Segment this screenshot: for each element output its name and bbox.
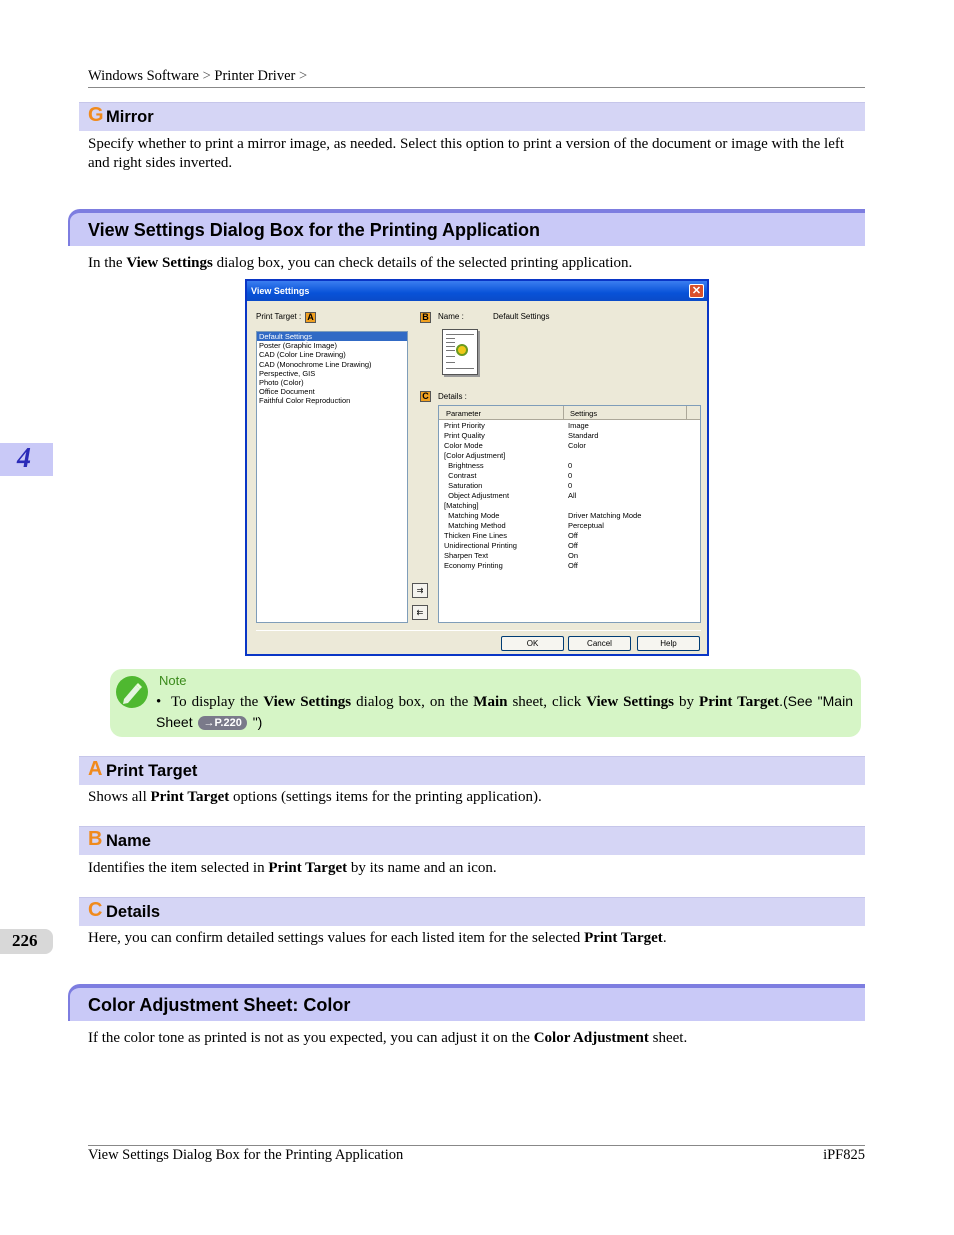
dialog-title-bar (247, 281, 707, 301)
text: dialog box, on the (351, 694, 474, 710)
bold-text: Color Adjustment (533, 1030, 649, 1046)
print-target-list[interactable] (256, 331, 408, 623)
settings-cell: Color (568, 441, 586, 450)
bold-text: View Settings (126, 255, 213, 271)
settings-cell: Image (568, 421, 589, 430)
settings-cell: Off (568, 531, 578, 540)
details-table[interactable] (438, 405, 701, 623)
column-header-parameter[interactable]: Parameter (446, 409, 482, 418)
note-text (156, 691, 853, 733)
table-row (439, 491, 700, 501)
print-target-description (88, 788, 858, 807)
section-letter: B (88, 828, 103, 850)
callout-badge-c: C (420, 391, 431, 402)
section-title: Name (106, 832, 151, 850)
section-heading-view-settings (68, 209, 865, 246)
help-button[interactable]: Help (637, 636, 700, 651)
footer-section-title: View Settings Dialog Box for the Printing Application (88, 1147, 404, 1163)
table-row (439, 471, 700, 481)
mirror-description: Specify whether to print a mirror image, as needed. Select this option to print a version of the document or image with the left and right sides inverted. (88, 136, 845, 171)
breadcrumb (88, 67, 307, 86)
view-settings-dialog (245, 279, 709, 656)
text: . (662, 930, 667, 946)
section-title: Mirror (106, 108, 154, 126)
collapse-all-icon[interactable]: ⇇ (412, 605, 428, 620)
settings-cell: 0 (568, 461, 573, 470)
print-target-list-item[interactable]: Office Document (259, 387, 315, 397)
bold-text: Print Target (699, 694, 780, 710)
settings-cell: Perceptual (568, 521, 604, 530)
note-box (110, 669, 861, 737)
column-header-settings[interactable]: Settings (570, 409, 598, 418)
color-adjustment-intro (88, 1029, 858, 1048)
bold-text: Print Target (584, 930, 663, 946)
table-row (439, 461, 700, 471)
parameter-cell: [Matching] (444, 501, 479, 510)
expand-all-icon[interactable]: ⇉ (412, 583, 428, 598)
parameter-cell: Contrast (444, 471, 477, 480)
section-heading-name (79, 826, 865, 855)
text: If the color tone as printed is not as you expected, you can adjust it on the (88, 1030, 534, 1046)
callout-badge-b: B (420, 312, 431, 323)
dialog-title: View Settings (251, 286, 310, 296)
text: Here, you can confirm detailed settings values for each listed item for the selected (88, 930, 585, 946)
ok-button[interactable]: OK (501, 636, 564, 651)
table-row (439, 431, 700, 441)
view-settings-intro (88, 254, 858, 273)
text: Shows all (88, 789, 151, 805)
table-row (439, 551, 700, 561)
settings-cell: 0 (568, 471, 573, 480)
dialog-separator (256, 630, 701, 631)
text: options (settings items for the printing application). (229, 789, 542, 805)
name-description (88, 859, 858, 878)
print-target-list-item[interactable]: Poster (Graphic Image) (259, 341, 337, 351)
bold-text: Print Target (268, 860, 348, 876)
parameter-cell: Unidirectional Printing (444, 541, 517, 550)
table-row (439, 531, 700, 541)
settings-cell: On (568, 551, 579, 560)
parameter-cell: Print Quality (444, 431, 485, 440)
bold-text: Print Target (150, 789, 230, 805)
text: sheet, click (507, 694, 587, 710)
callout-badge-a: A (305, 312, 316, 323)
print-target-list-item[interactable]: CAD (Monochrome Line Drawing) (259, 359, 372, 369)
settings-cell: Standard (568, 431, 599, 440)
print-target-thumbnail-icon (442, 329, 478, 375)
footer-model-name: iPF825 (823, 1147, 865, 1163)
section-heading-print-target (79, 756, 865, 785)
print-target-list-item[interactable]: Perspective, GIS (259, 368, 316, 378)
parameter-cell: Matching Method (444, 521, 506, 530)
section-heading-details (79, 897, 865, 926)
text: by (674, 694, 700, 710)
print-target-label: Print Target : (256, 312, 302, 321)
settings-cell: 0 (568, 481, 573, 490)
table-row (439, 511, 700, 521)
parameter-cell: Economy Printing (444, 561, 503, 570)
section-letter: A (88, 758, 103, 780)
bold-text: View Settings (263, 694, 352, 710)
parameter-cell: Sharpen Text (444, 551, 489, 560)
text: by its name and an icon. (347, 860, 497, 876)
details-label: Details : (438, 392, 467, 401)
page-reference-link[interactable]: →P.220 (198, 716, 246, 730)
text: .(See "Main Sheet (156, 693, 853, 730)
header-rule (88, 87, 865, 88)
breadcrumb-separator: > (202, 68, 211, 84)
text: dialog box, you can check details of the selected printing application. (212, 255, 633, 271)
bullet: • (156, 694, 162, 710)
breadcrumb-item[interactable]: Printer Driver (214, 68, 296, 84)
details-table-body (439, 421, 700, 571)
page-number-tab (0, 929, 53, 954)
text: In the (88, 255, 127, 271)
print-target-list-item[interactable]: Faithful Color Reproduction (259, 396, 351, 406)
section-title: Details (106, 903, 161, 921)
table-row (439, 421, 700, 431)
settings-cell: All (568, 491, 577, 500)
note-label: Note (159, 673, 187, 688)
parameter-cell: Object Adjustment (444, 491, 510, 500)
text: sheet. (648, 1030, 688, 1046)
table-row (439, 541, 700, 551)
table-row (439, 521, 700, 531)
table-row (439, 561, 700, 571)
section-letter: G (88, 104, 104, 126)
text: ") (248, 714, 263, 730)
table-row (439, 481, 700, 491)
table-row (439, 441, 700, 451)
parameter-cell: Brightness (444, 461, 484, 470)
chapter-tab (0, 443, 53, 476)
settings-cell: Driver Matching Mode (568, 511, 642, 520)
section-title: Print Target (106, 762, 198, 780)
parameter-cell: Matching Mode (444, 511, 500, 520)
parameter-cell: Print Priority (444, 421, 485, 430)
section-heading-mirror (79, 102, 865, 131)
section-letter: C (88, 899, 103, 921)
breadcrumb-item[interactable]: Windows Software (88, 68, 199, 84)
section-title: Color Adjustment Sheet: Color (88, 995, 351, 1015)
parameter-cell: Thicken Fine Lines (444, 531, 507, 540)
close-icon[interactable]: ✕ (689, 284, 704, 298)
chapter-number: 4 (17, 443, 31, 474)
section-heading-color-adjustment (68, 984, 865, 1021)
name-label: Name : (438, 312, 464, 321)
text: Identifies the item selected in (88, 860, 269, 876)
settings-cell: Off (568, 541, 578, 550)
bold-text: Main (473, 694, 508, 710)
cancel-button[interactable]: Cancel (568, 636, 631, 651)
name-value: Default Settings (493, 312, 550, 321)
details-table-header (439, 406, 700, 420)
settings-cell: Off (568, 561, 578, 570)
table-row (439, 501, 700, 511)
print-target-list-item[interactable]: Default Settings (257, 332, 407, 341)
breadcrumb-separator: > (298, 68, 308, 84)
print-target-list-item[interactable]: CAD (Color Line Drawing) (259, 350, 346, 360)
bold-text: View Settings (586, 694, 675, 710)
table-row (439, 451, 700, 461)
print-target-list-item[interactable]: Photo (Color) (259, 378, 304, 388)
text: To display the (171, 694, 264, 710)
page-number: 226 (12, 931, 38, 950)
pencil-icon (116, 676, 148, 708)
parameter-cell: Saturation (444, 481, 483, 490)
parameter-cell: Color Mode (444, 441, 483, 450)
parameter-cell: [Color Adjustment] (444, 451, 506, 460)
section-title: View Settings Dialog Box for the Printing Application (88, 220, 541, 240)
details-description (88, 929, 858, 948)
